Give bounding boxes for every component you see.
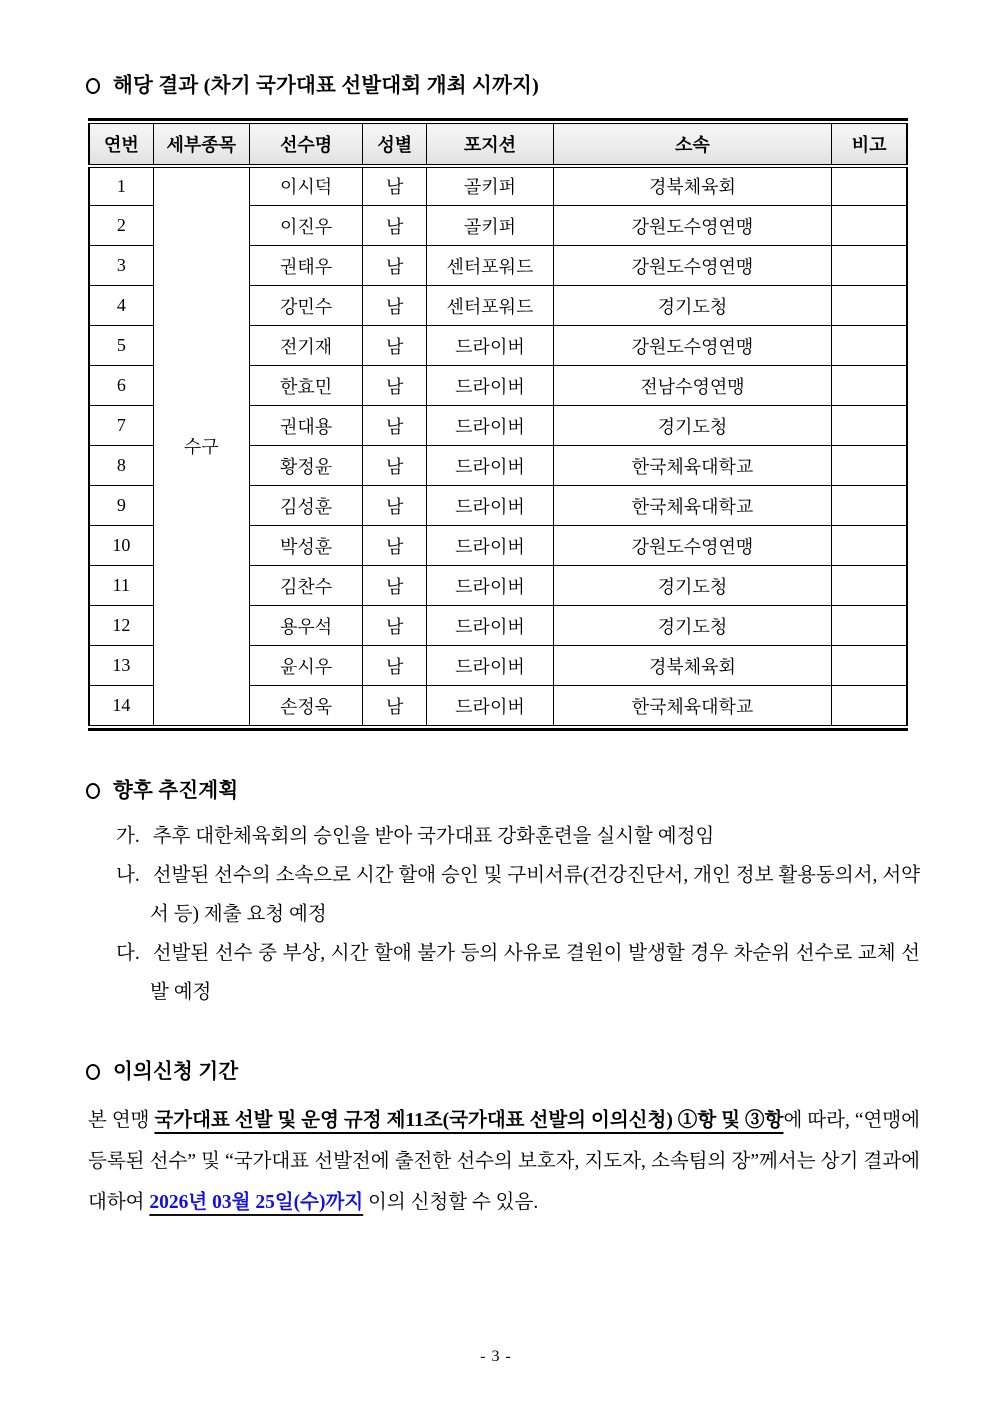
page-number: - 3 - [480, 1348, 512, 1365]
plan-items [88, 817, 920, 1012]
cell-note [832, 606, 907, 646]
cell-position: 드라이버 [427, 526, 553, 566]
roster-table [88, 123, 908, 726]
circle-bullet-icon [86, 783, 100, 799]
cell-no: 5 [89, 326, 153, 366]
page-content [88, 0, 920, 1223]
cell-gender: 남 [363, 366, 427, 406]
cell-gender: 남 [363, 646, 427, 686]
cell-team: 강원도수영연맹 [553, 526, 832, 566]
cell-event-group: 수구 [153, 166, 249, 726]
plan-item [88, 856, 920, 934]
plan-item-label: 가. [116, 826, 140, 847]
cell-name: 이시덕 [249, 166, 362, 206]
objection-text-end: 이의 신청할 수 있음. [363, 1192, 539, 1213]
cell-note [832, 486, 907, 526]
cell-no: 2 [89, 206, 153, 246]
circle-bullet-icon [86, 78, 100, 94]
objection-section [88, 1058, 920, 1223]
circle-bullet-icon [86, 1064, 100, 1080]
cell-name: 한효민 [249, 366, 362, 406]
header-no: 연번 [89, 124, 153, 166]
cell-name: 김찬수 [249, 566, 362, 606]
cell-note [832, 406, 907, 446]
header-gender: 성별 [363, 124, 427, 166]
plan-item-label: 나. [116, 865, 140, 886]
result-section-heading [88, 72, 920, 100]
roster-table-wrap [88, 118, 908, 731]
table-header-row [89, 124, 907, 166]
cell-gender: 남 [363, 446, 427, 486]
cell-note [832, 566, 907, 606]
cell-name: 김성훈 [249, 486, 362, 526]
cell-no: 3 [89, 246, 153, 286]
cell-name: 이진우 [249, 206, 362, 246]
header-team: 소속 [553, 124, 832, 166]
table-row [89, 166, 907, 206]
cell-position: 드라이버 [427, 686, 553, 726]
cell-team: 강원도수영연맹 [553, 246, 832, 286]
cell-team: 전남수영연맹 [553, 366, 832, 406]
cell-gender: 남 [363, 686, 427, 726]
objection-paragraph [88, 1100, 920, 1223]
cell-name: 권대용 [249, 406, 362, 446]
cell-no: 13 [89, 646, 153, 686]
cell-position: 드라이버 [427, 446, 553, 486]
cell-gender: 남 [363, 166, 427, 206]
objection-text-intro: 본 연맹 [88, 1110, 155, 1131]
cell-no: 8 [89, 446, 153, 486]
cell-note [832, 246, 907, 286]
cell-no: 4 [89, 286, 153, 326]
header-name: 선수명 [249, 124, 362, 166]
header-note: 비고 [832, 124, 907, 166]
header-event: 세부종목 [153, 124, 249, 166]
cell-gender: 남 [363, 606, 427, 646]
cell-name: 손정욱 [249, 686, 362, 726]
objection-section-heading [88, 1058, 920, 1086]
cell-position: 골키퍼 [427, 206, 553, 246]
cell-gender: 남 [363, 526, 427, 566]
objection-section-title: 이의신청 기간 [113, 1061, 239, 1083]
cell-no: 9 [89, 486, 153, 526]
cell-name: 황정윤 [249, 446, 362, 486]
plan-section [88, 777, 920, 1012]
cell-team: 경북체육회 [553, 166, 832, 206]
plan-item [88, 934, 920, 1012]
objection-text-middle: 에 따라, “연맹에 등록된 선수” 및 “국가대표 선발전에 출전한 선수의 보호자, 지도자, 소속팀의 장”께서는 상기 결과에 대하여 [88, 1110, 920, 1213]
plan-item-text: 선발된 선수 중 부상, 시간 할애 불가 등의 사유로 결원이 발생할 경우 차순위 선수로 교체 선발 예정 [150, 943, 920, 1003]
cell-position: 드라이버 [427, 566, 553, 606]
objection-deadline-text: 2026년 03월 25일(수)까지 [149, 1192, 364, 1213]
cell-no: 11 [89, 566, 153, 606]
cell-position: 드라이버 [427, 606, 553, 646]
cell-name: 권태우 [249, 246, 362, 286]
cell-name: 강민수 [249, 286, 362, 326]
cell-note [832, 166, 907, 206]
cell-team: 강원도수영연맹 [553, 326, 832, 366]
cell-note [832, 646, 907, 686]
cell-no: 12 [89, 606, 153, 646]
cell-gender: 남 [363, 326, 427, 366]
plan-section-heading [88, 777, 920, 805]
cell-team: 경북체육회 [553, 646, 832, 686]
cell-no: 7 [89, 406, 153, 446]
cell-team: 경기도청 [553, 606, 832, 646]
regulation-reference-text: 국가대표 선발 및 운영 규정 제11조(국가대표 선발의 이의신청) ①항 및 ③항 [154, 1110, 784, 1131]
cell-no: 10 [89, 526, 153, 566]
cell-name: 용우석 [249, 606, 362, 646]
cell-name: 박성훈 [249, 526, 362, 566]
cell-note [832, 446, 907, 486]
cell-position: 센터포워드 [427, 286, 553, 326]
cell-gender: 남 [363, 566, 427, 606]
cell-position: 드라이버 [427, 486, 553, 526]
cell-gender: 남 [363, 406, 427, 446]
result-section-title: 해당 결과 (차기 국가대표 선발대회 개최 시까지) [113, 75, 540, 97]
cell-team: 한국체육대학교 [553, 486, 832, 526]
cell-gender: 남 [363, 246, 427, 286]
cell-position: 골키퍼 [427, 166, 553, 206]
cell-position: 드라이버 [427, 326, 553, 366]
cell-name: 전기재 [249, 326, 362, 366]
cell-team: 경기도청 [553, 566, 832, 606]
cell-team: 한국체육대학교 [553, 686, 832, 726]
cell-no: 14 [89, 686, 153, 726]
cell-position: 드라이버 [427, 646, 553, 686]
cell-team: 경기도청 [553, 286, 832, 326]
cell-note [832, 686, 907, 726]
cell-team: 한국체육대학교 [553, 446, 832, 486]
cell-note [832, 326, 907, 366]
cell-position: 드라이버 [427, 406, 553, 446]
cell-note [832, 286, 907, 326]
plan-item-label: 다. [116, 943, 140, 964]
cell-team: 경기도청 [553, 406, 832, 446]
plan-item-text: 추후 대한체육회의 승인을 받아 국가대표 강화훈련을 실시할 예정임 [152, 826, 715, 847]
cell-note [832, 206, 907, 246]
cell-note [832, 526, 907, 566]
header-position: 포지션 [427, 124, 553, 166]
plan-section-title: 향후 추진계획 [113, 780, 239, 802]
cell-no: 1 [89, 166, 153, 206]
cell-gender: 남 [363, 286, 427, 326]
cell-position: 센터포워드 [427, 246, 553, 286]
cell-name: 윤시우 [249, 646, 362, 686]
cell-gender: 남 [363, 486, 427, 526]
cell-position: 드라이버 [427, 366, 553, 406]
cell-team: 강원도수영연맹 [553, 206, 832, 246]
cell-note [832, 366, 907, 406]
plan-item [88, 817, 920, 856]
plan-item-text: 선발된 선수의 소속으로 시간 할애 승인 및 구비서류(건강진단서, 개인 정보 활용동의서, 서약서 등) 제출 요청 예정 [150, 865, 920, 925]
cell-gender: 남 [363, 206, 427, 246]
cell-no: 6 [89, 366, 153, 406]
